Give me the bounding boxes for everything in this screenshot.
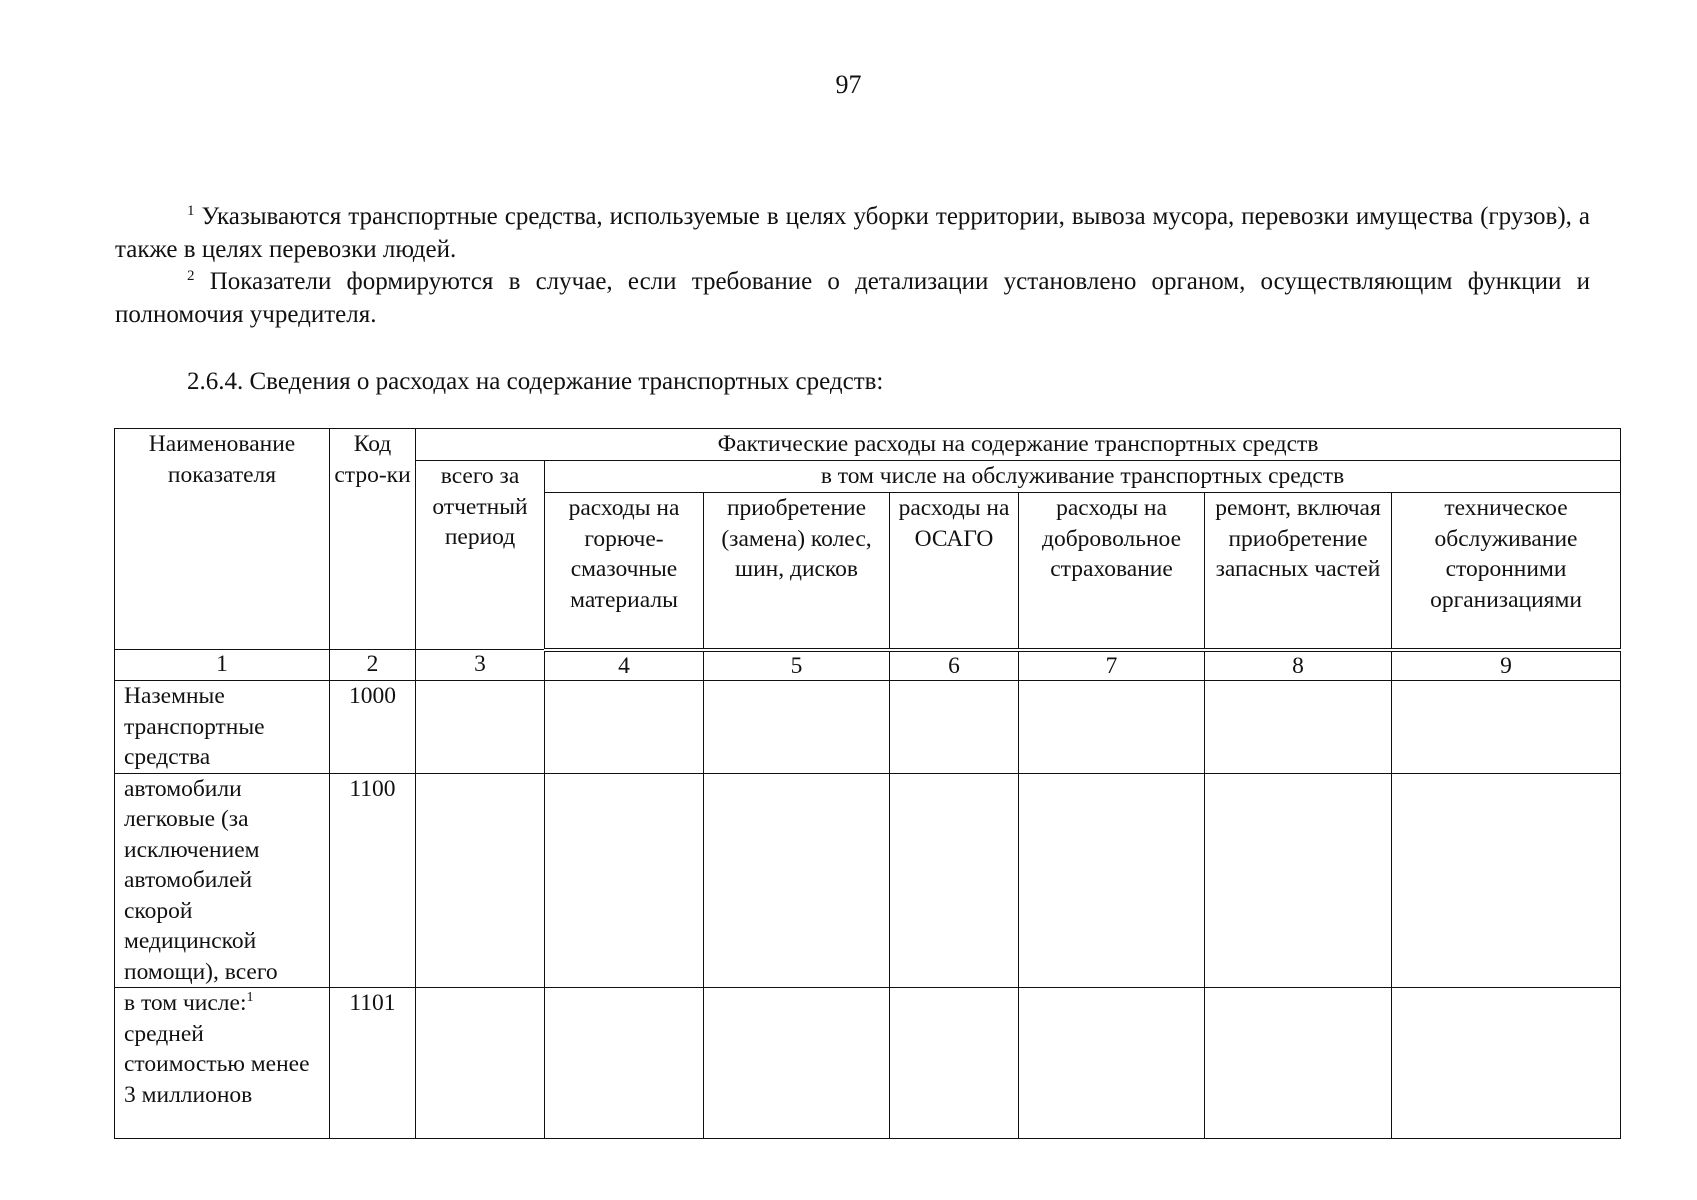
value-cell (1019, 988, 1205, 1139)
column-number: 2 (330, 650, 416, 681)
column-number: 7 (1019, 650, 1205, 681)
value-cell (704, 681, 890, 774)
table-row (115, 988, 1621, 1139)
row-name (115, 988, 330, 1139)
value-cell (416, 773, 545, 988)
footnote-1 (115, 201, 1590, 266)
column-number-row (115, 650, 1621, 681)
footnotes (115, 201, 1590, 331)
header-voluntary-insurance: расходы на добровольное страхование (1019, 493, 1205, 650)
column-number: 5 (704, 650, 890, 681)
footnote-marker: 2 (187, 268, 195, 284)
column-number: 6 (890, 650, 1019, 681)
value-cell (1205, 681, 1392, 774)
value-cell (545, 681, 704, 774)
row-code: 1100 (330, 773, 416, 988)
header-wheels-tires: приобретение (замена) колес, шин, дисков (704, 493, 890, 650)
header-repair-spare-parts: ремонт, включая приобретение запасных частей (1205, 493, 1392, 650)
value-cell (1392, 773, 1621, 988)
value-cell (890, 988, 1019, 1139)
column-number: 3 (416, 650, 545, 681)
value-cell (545, 988, 704, 1139)
header-total-period: всего за отчетный период (416, 461, 545, 650)
row-name-rest: средней стоимостью менее 3 миллионов (124, 1020, 310, 1108)
footnote-2 (115, 266, 1590, 331)
page-number: 97 (835, 70, 862, 99)
row-name: автомобили легковые (за исключением автомобилей скорой медицинской помощи), всего (115, 773, 330, 988)
column-number: 8 (1205, 650, 1392, 681)
header-actual-expenses: Фактические расходы на содержание транспортных средств (416, 429, 1621, 461)
header-osago: расходы на ОСАГО (890, 493, 1019, 650)
header-including-service: в том числе на обслуживание транспортных средств (545, 461, 1621, 493)
table-row (115, 773, 1621, 988)
value-cell (1205, 773, 1392, 988)
value-cell (545, 773, 704, 988)
footnote-text: Указываются транспортные средства, используемые в целях уборки территории, вывоза мусора, перевозки имущества (грузов), а также в целях перевозки людей. (115, 203, 1590, 263)
value-cell (416, 988, 545, 1139)
column-number: 1 (115, 650, 330, 681)
footnote-marker: 1 (246, 990, 254, 1005)
value-cell (1392, 988, 1621, 1139)
value-cell (1019, 773, 1205, 988)
column-number: 4 (545, 650, 704, 681)
row-name-prefix: в том числе: (124, 990, 247, 1016)
header-fuel-lubricants: расходы на горюче-смазочные материалы (545, 493, 704, 650)
header-indicator-name: Наименование показателя (115, 429, 330, 650)
row-name: Наземные транспортные средства (115, 681, 330, 774)
table-row (115, 681, 1621, 774)
header-third-party-maintenance: техническое обслуживание сторонними организациями (1392, 493, 1621, 650)
value-cell (1392, 681, 1621, 774)
value-cell (1019, 681, 1205, 774)
row-code: 1101 (330, 988, 416, 1139)
value-cell (890, 773, 1019, 988)
section-heading: 2.6.4. Сведения о расходах на содержание транспортных средств: (187, 368, 884, 395)
row-code: 1000 (330, 681, 416, 774)
value-cell (704, 773, 890, 988)
header-row-1 (115, 429, 1621, 461)
value-cell (890, 681, 1019, 774)
header-line-code: Код стро-ки (330, 429, 416, 650)
expenses-table (114, 428, 1621, 1139)
value-cell (1205, 988, 1392, 1139)
footnote-marker: 1 (187, 203, 195, 219)
column-number: 9 (1392, 650, 1621, 681)
value-cell (704, 988, 890, 1139)
footnote-text: Показатели формируются в случае, если требование о детализации установлено органом, осуществляющим функции и полномочия учредителя. (115, 268, 1591, 328)
value-cell (416, 681, 545, 774)
